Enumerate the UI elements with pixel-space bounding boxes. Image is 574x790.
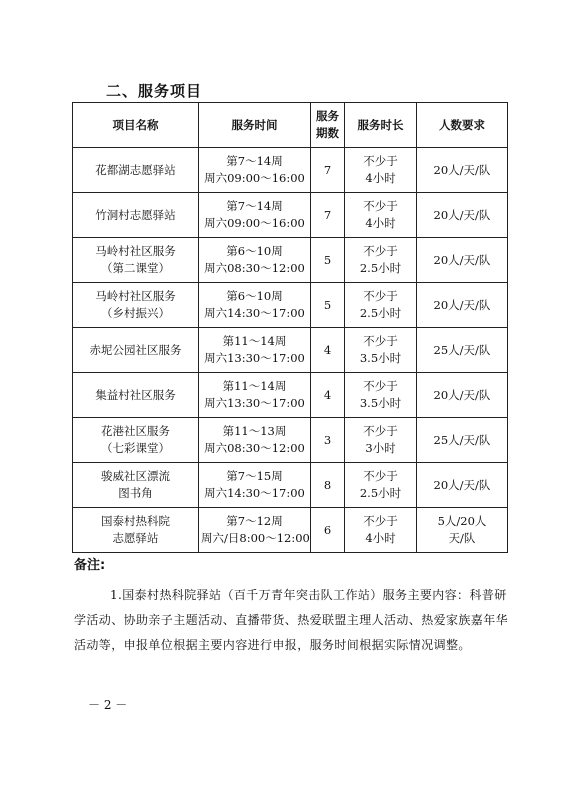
cell-periods-line1: 4 (323, 387, 332, 402)
table-row (73, 328, 508, 373)
notes-body: 1.国泰村热科院驿站（百千万青年突击队工作站）服务主要内容：科普研学活动、协助亲子主题活动、直播带货、热爱联盟主理人活动、热爱家族嘉年华活动等，申报单位根据主要内容进行申报，服务时间根据实际情况调整。 (74, 588, 509, 652)
header-service-time: 服务时间 (199, 103, 311, 148)
cell-project-name (73, 283, 199, 328)
cell-duration-line1: 不少于 (363, 469, 398, 483)
cell-periods-line1: 7 (323, 162, 332, 177)
table-row (73, 373, 508, 418)
cell-duration-line1: 不少于 (363, 199, 398, 213)
cell-service-time (199, 328, 311, 373)
cell-service-time-line2: 周六09:00～16:00 (204, 216, 305, 230)
cell-duration-line2: 4小时 (365, 531, 396, 545)
cell-service-time-line1: 第7～14周 (226, 154, 283, 168)
table-row (73, 238, 508, 283)
cell-periods-line1: 7 (323, 207, 332, 222)
cell-people (417, 328, 508, 373)
cell-duration-line1: 不少于 (363, 424, 398, 438)
cell-duration-line2: 4小时 (365, 216, 396, 230)
cell-people-line1: 25人/天/队 (433, 342, 491, 357)
cell-duration-line1: 不少于 (363, 289, 398, 303)
cell-service-time-line1: 第6～10周 (226, 289, 283, 303)
cell-project-name (73, 373, 199, 418)
cell-service-time-line2: 周六13:30～17:00 (204, 351, 305, 365)
cell-people (417, 373, 508, 418)
cell-periods-line1: 5 (323, 297, 332, 312)
service-table (72, 102, 508, 553)
cell-periods (311, 328, 345, 373)
cell-project-name (73, 508, 199, 553)
cell-service-time-line2: 周六09:00～16:00 (204, 171, 305, 185)
cell-service-time (199, 373, 311, 418)
cell-periods (311, 373, 345, 418)
cell-service-time-line2: 周六14:30～17:00 (204, 486, 305, 500)
cell-periods-line1: 6 (323, 522, 332, 537)
cell-project-name-line1: 国泰村热科院 (101, 514, 170, 528)
cell-duration (345, 418, 417, 463)
cell-people (417, 148, 508, 193)
cell-project-name-line1: 集益村社区服务 (95, 387, 176, 402)
cell-duration-line2: 3.5小时 (359, 351, 402, 365)
cell-periods-line1: 8 (323, 477, 332, 492)
cell-service-time-line1: 第6～10周 (226, 244, 283, 258)
cell-project-name-line2: 志愿驿站 (112, 531, 159, 545)
table-row (73, 148, 508, 193)
cell-service-time-line2: 周六/日8:00～12:00 (201, 531, 310, 545)
cell-project-name (73, 328, 199, 373)
cell-people (417, 283, 508, 328)
cell-project-name-line2: 图书角 (118, 486, 153, 500)
cell-duration-line1: 不少于 (363, 334, 398, 348)
cell-service-time-line1: 第7～15周 (226, 469, 283, 483)
cell-duration (345, 193, 417, 238)
cell-project-name-line2: （乡村振兴） (101, 306, 170, 320)
cell-project-name-line1: 马岭村社区服务 (95, 289, 176, 303)
cell-people (417, 193, 508, 238)
cell-service-time-line2: 周六14:30～17:00 (204, 306, 305, 320)
cell-project-name (73, 148, 199, 193)
cell-duration (345, 508, 417, 553)
cell-duration-line2: 3.5小时 (359, 396, 402, 410)
table-row (73, 463, 508, 508)
cell-duration-line2: 2.5小时 (359, 306, 402, 320)
cell-project-name-line1: 竹洞村志愿驿站 (95, 207, 176, 222)
table-body (73, 148, 508, 553)
cell-people-line1: 20人/天/队 (433, 207, 491, 222)
cell-project-name (73, 463, 199, 508)
cell-duration (345, 373, 417, 418)
cell-periods (311, 238, 345, 283)
cell-periods (311, 283, 345, 328)
cell-people-line1: 25人/天/队 (433, 432, 491, 447)
cell-duration (345, 463, 417, 508)
cell-project-name-line1: 花港社区服务 (101, 424, 170, 438)
cell-project-name-line2: （第二课堂） (101, 261, 170, 275)
cell-people (417, 418, 508, 463)
cell-periods (311, 193, 345, 238)
cell-project-name-line2: （七彩课堂） (101, 441, 170, 455)
page-number: － 2 － (88, 698, 128, 712)
cell-project-name-line1: 赤坭公园社区服务 (89, 342, 182, 357)
cell-people (417, 508, 508, 553)
cell-project-name (73, 418, 199, 463)
header-project-name: 项目名称 (73, 103, 199, 148)
header-periods-line2: 期数 (316, 126, 339, 140)
table-row (73, 193, 508, 238)
cell-service-time-line2: 周六08:30～12:00 (204, 261, 305, 275)
cell-periods (311, 463, 345, 508)
cell-people-line1: 5人/20人 (437, 514, 487, 528)
cell-people-line1: 20人/天/队 (433, 477, 491, 492)
section-title: 二、服务项目 (106, 82, 203, 100)
cell-duration-line1: 不少于 (363, 514, 398, 528)
header-people: 人数要求 (417, 103, 508, 148)
cell-duration-line1: 不少于 (363, 379, 398, 393)
cell-duration (345, 148, 417, 193)
cell-duration (345, 328, 417, 373)
cell-people-line2: 天/队 (448, 531, 476, 545)
cell-duration-line1: 不少于 (363, 244, 398, 258)
cell-people (417, 463, 508, 508)
cell-service-time-line1: 第7～12周 (226, 514, 283, 528)
cell-duration-line2: 4小时 (365, 171, 396, 185)
cell-service-time (199, 463, 311, 508)
cell-service-time-line1: 第11～14周 (222, 334, 287, 348)
cell-service-time-line1: 第11～14周 (222, 379, 287, 393)
cell-service-time-line2: 周六08:30～12:00 (204, 441, 305, 455)
notes-title: 备注: (74, 558, 106, 573)
cell-project-name-line1: 马岭村社区服务 (95, 244, 176, 258)
cell-people-line1: 20人/天/队 (433, 297, 491, 312)
cell-periods (311, 418, 345, 463)
cell-service-time-line1: 第7～14周 (226, 199, 283, 213)
cell-service-time (199, 418, 311, 463)
cell-duration-line2: 3小时 (365, 441, 396, 455)
cell-duration-line1: 不少于 (363, 154, 398, 168)
table-row (73, 508, 508, 553)
cell-people-line1: 20人/天/队 (433, 387, 491, 402)
cell-project-name-line1: 骏威社区漂流 (101, 469, 170, 483)
cell-people-line1: 20人/天/队 (433, 162, 491, 177)
cell-periods (311, 148, 345, 193)
header-periods (311, 103, 345, 148)
cell-service-time (199, 283, 311, 328)
cell-service-time (199, 193, 311, 238)
cell-project-name (73, 193, 199, 238)
table-header-row (73, 103, 508, 148)
table-row (73, 283, 508, 328)
header-periods-line1: 服务 (316, 109, 339, 123)
cell-people (417, 238, 508, 283)
cell-service-time-line1: 第11～13周 (222, 424, 287, 438)
cell-service-time (199, 148, 311, 193)
cell-people-line1: 20人/天/队 (433, 252, 491, 267)
header-duration: 服务时长 (345, 103, 417, 148)
cell-periods-line1: 3 (323, 432, 332, 447)
cell-project-name-line1: 花都湖志愿驿站 (95, 162, 176, 177)
cell-service-time-line2: 周六13:30～17:00 (204, 396, 305, 410)
cell-service-time (199, 238, 311, 283)
cell-project-name (73, 238, 199, 283)
cell-periods-line1: 5 (323, 252, 332, 267)
cell-duration-line2: 2.5小时 (359, 261, 402, 275)
cell-periods-line1: 4 (323, 342, 332, 357)
cell-duration (345, 238, 417, 283)
cell-periods (311, 508, 345, 553)
cell-duration-line2: 2.5小时 (359, 486, 402, 500)
table-row (73, 418, 508, 463)
cell-duration (345, 283, 417, 328)
cell-service-time (199, 508, 311, 553)
